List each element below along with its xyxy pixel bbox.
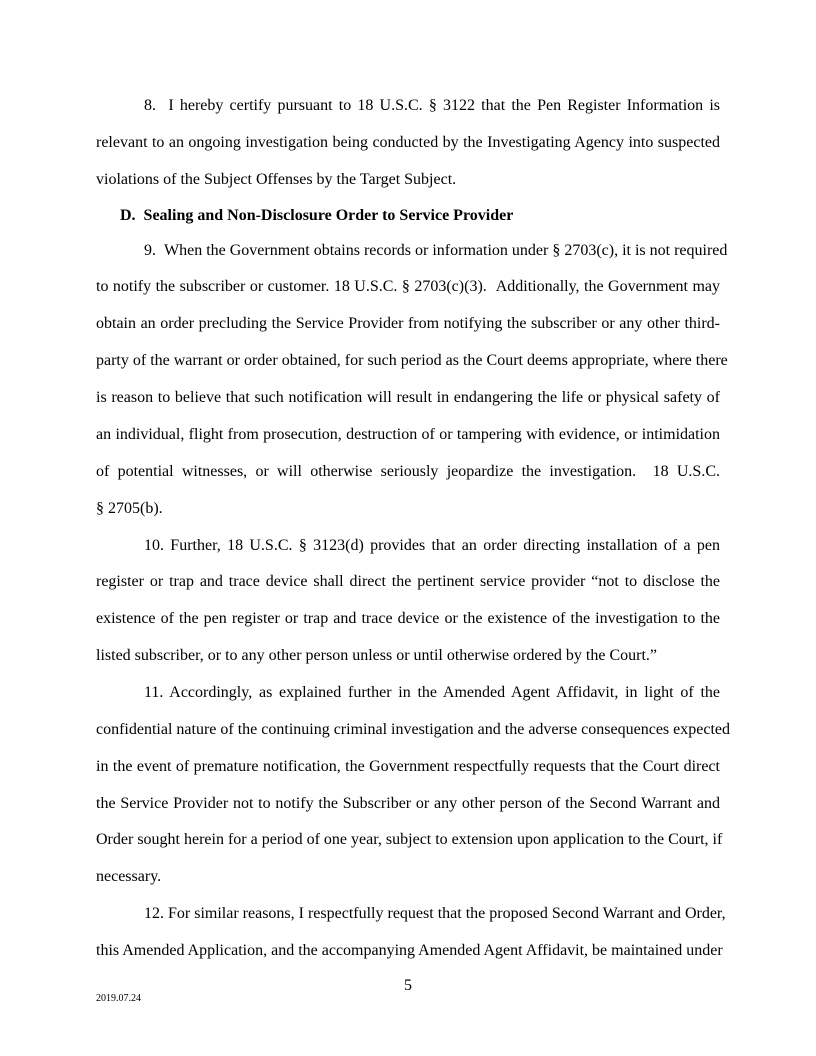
text-line: 11. Accordingly, as explained further in the Amended Agent Affidavit, in light of the bbox=[144, 684, 720, 701]
text-line: register or trap and trace device shall direct the pertinent service provider “not to disclose the bbox=[96, 573, 720, 590]
section-heading: D. Sealing and Non-Disclosure Order to Service Provider bbox=[120, 207, 514, 224]
text-line: this Amended Application, and the accompanying Amended Agent Affidavit, be maintained under bbox=[96, 942, 723, 959]
text-line: Order sought herein for a period of one year, subject to extension upon application to the Court, if bbox=[96, 831, 723, 848]
text-line: in the event of premature notification, the Government respectfully requests that the Court direct bbox=[96, 758, 720, 775]
text-line: obtain an order precluding the Service Provider from notifying the subscriber or any other third- bbox=[96, 315, 720, 332]
text-line: 10. Further, 18 U.S.C. § 3123(d) provides that an order directing installation of a pen bbox=[144, 537, 720, 554]
text-line: § 2705(b). bbox=[96, 500, 163, 517]
text-line: an individual, flight from prosecution, destruction of or tampering with evidence, or intimidation bbox=[96, 426, 720, 443]
text-line: listed subscriber, or to any other person unless or until otherwise ordered by the Court.” bbox=[96, 647, 658, 664]
text-line: 9. When the Government obtains records or information under § 2703(c), it is not required bbox=[144, 242, 728, 259]
text-line: necessary. bbox=[96, 868, 162, 885]
text-line: 8. I hereby certify pursuant to 18 U.S.C. § 3122 that the Pen Register Information is bbox=[144, 97, 720, 114]
footer-date: 2019.07.24 bbox=[96, 993, 141, 1004]
text-line: confidential nature of the continuing criminal investigation and the adverse consequences expected bbox=[96, 721, 730, 738]
text-line: is reason to believe that such notification will result in endangering the life or physical safety of bbox=[96, 389, 720, 406]
text-line: 12. For similar reasons, I respectfully request that the proposed Second Warrant and Order, bbox=[144, 905, 726, 922]
text-line: existence of the pen register or trap and trace device or the existence of the investigation to the bbox=[96, 610, 720, 627]
text-line: the Service Provider not to notify the Subscriber or any other person of the Second Warrant and bbox=[96, 795, 720, 812]
text-line: to notify the subscriber or customer. 18 U.S.C. § 2703(c)(3). Additionally, the Government may bbox=[96, 278, 720, 295]
text-line: violations of the Subject Offenses by the Target Subject. bbox=[96, 171, 457, 188]
text-line: relevant to an ongoing investigation being conducted by the Investigating Agency into suspected bbox=[96, 134, 720, 151]
text-line: party of the warrant or order obtained, for such period as the Court deems appropriate, where there bbox=[96, 352, 728, 369]
page-number: 5 bbox=[404, 977, 412, 994]
text-line: of potential witnesses, or will otherwise seriously jeopardize the investigation. 18 U.S.C. bbox=[96, 463, 720, 480]
